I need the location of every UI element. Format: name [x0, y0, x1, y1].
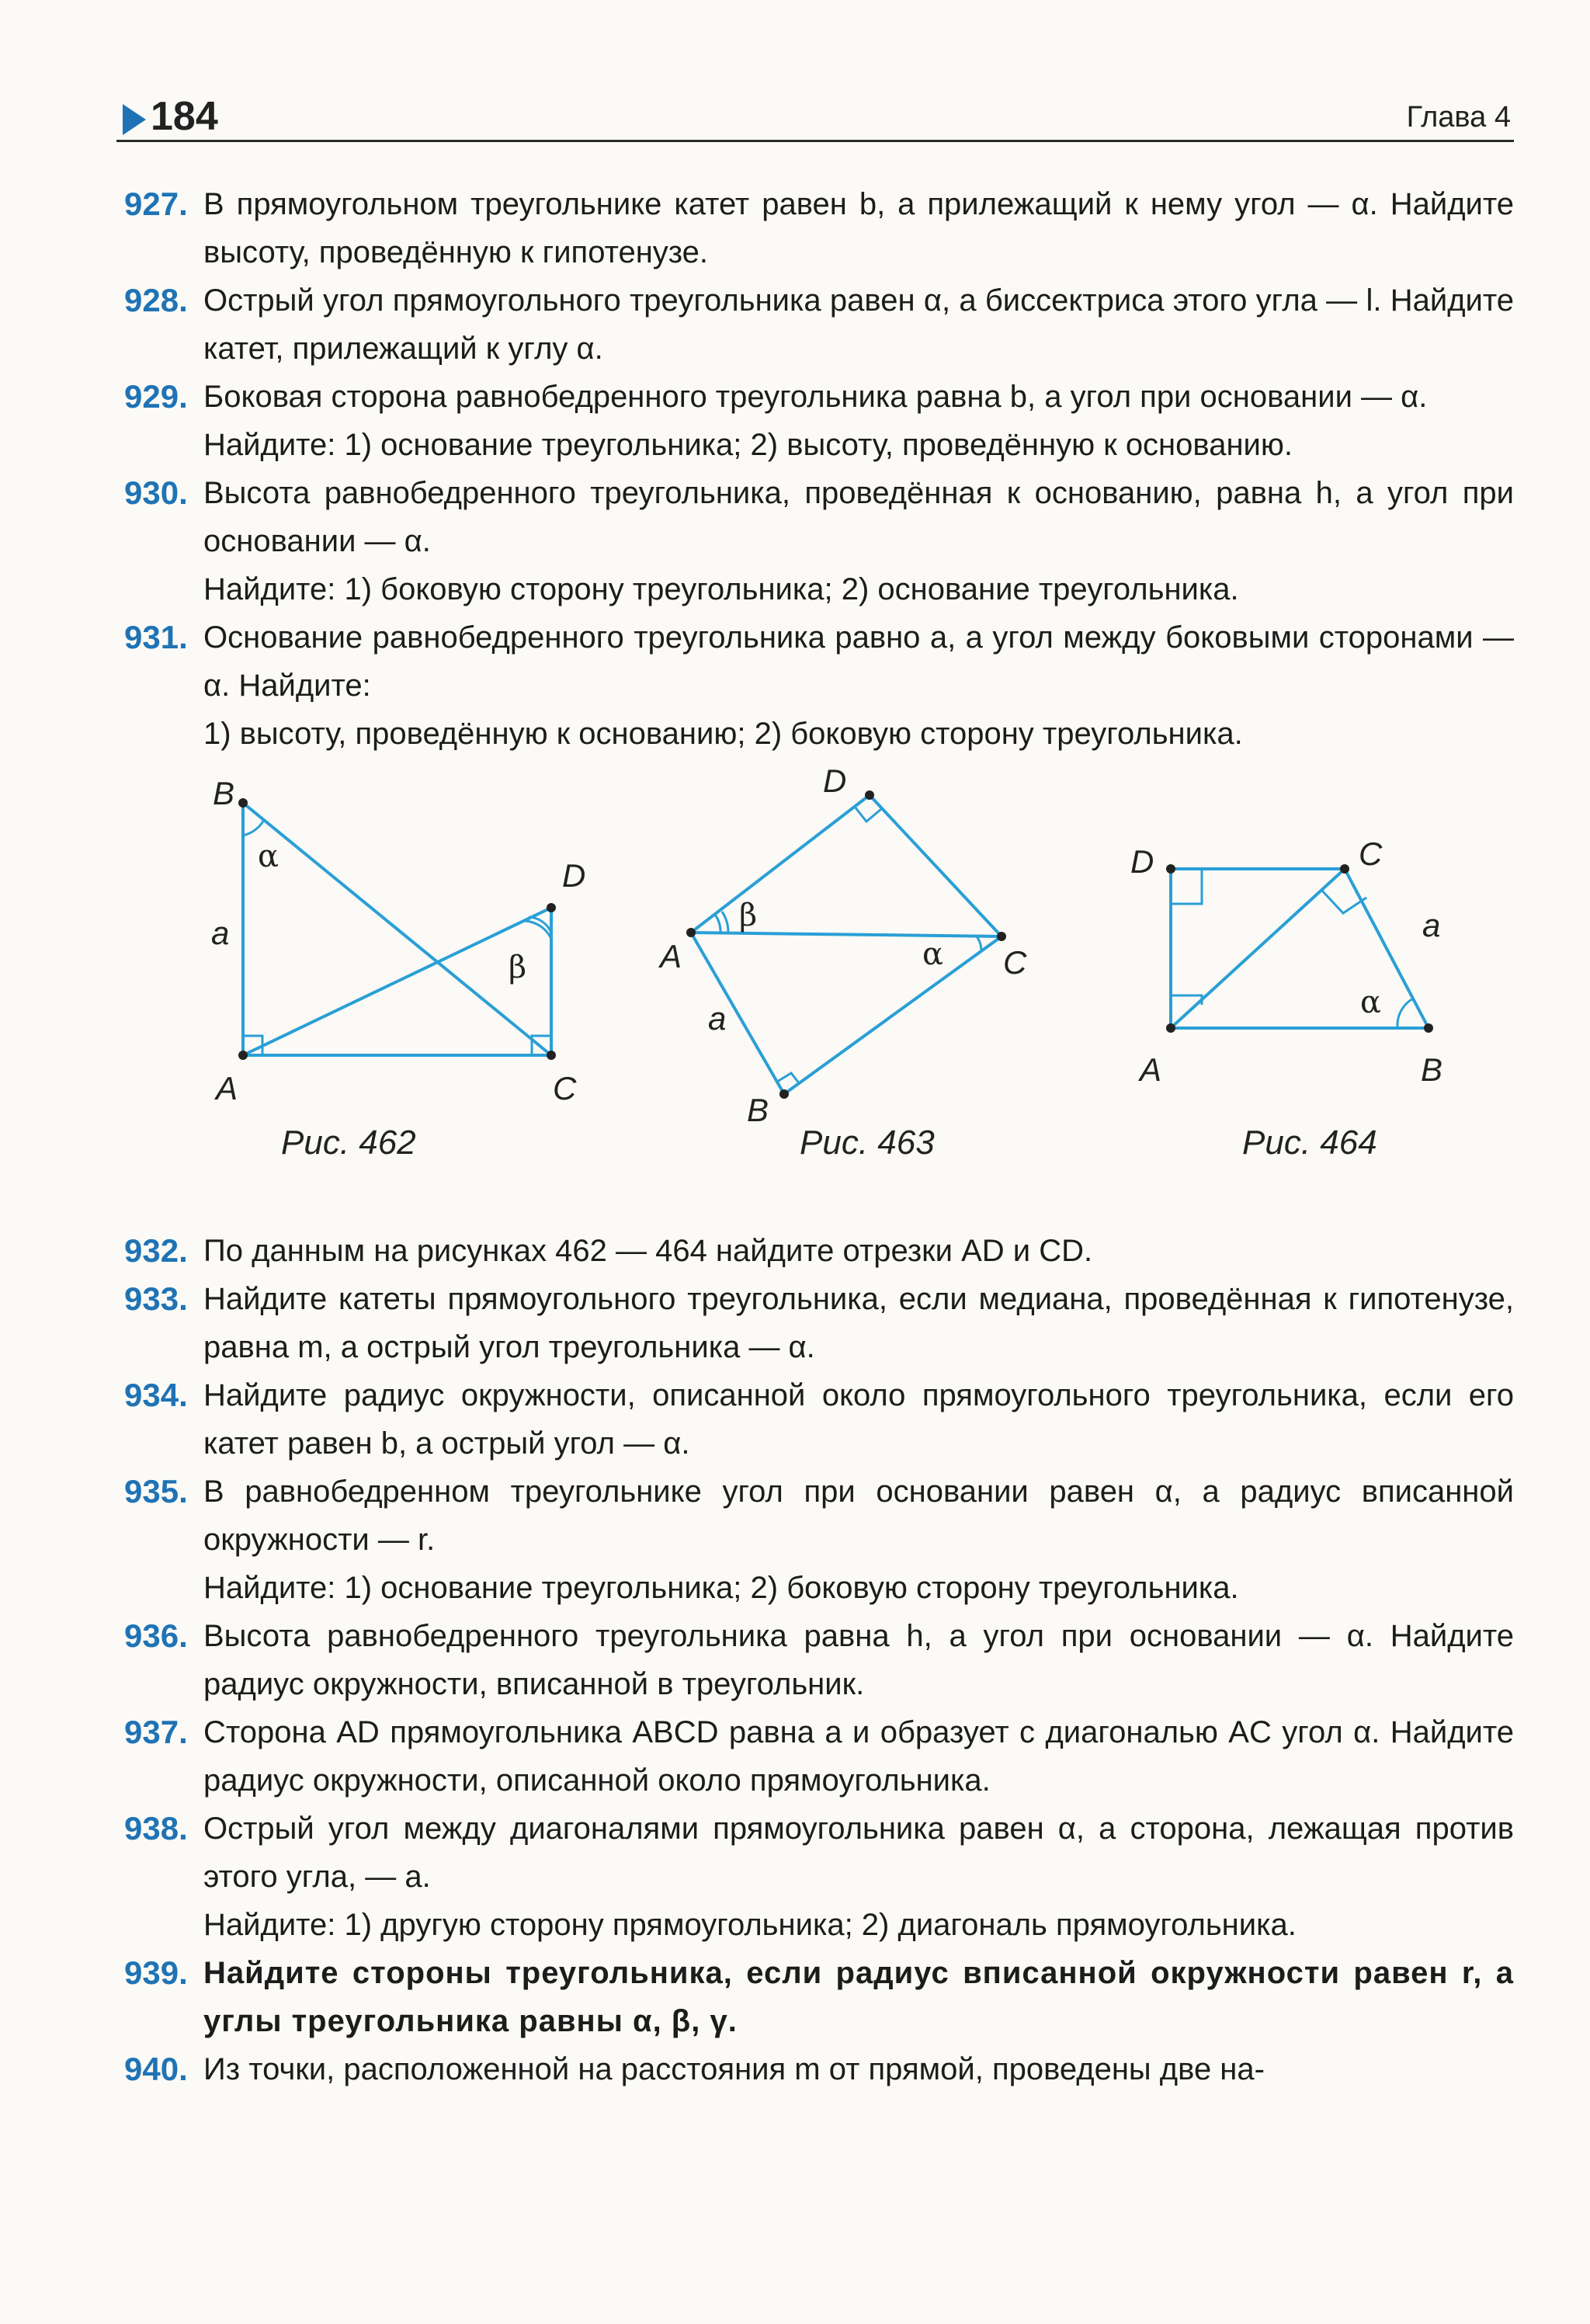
problem-number: 936.	[124, 1617, 188, 1654]
label-a-462: A	[216, 1070, 238, 1106]
problem-933	[116, 1275, 1514, 1371]
problem-task: Найдите: 1) основание треугольника; 2) боковую сторону треугольника.	[203, 1571, 1239, 1605]
point-d-462	[547, 903, 556, 912]
problem-928	[116, 276, 1514, 373]
problem-text: В равнобедренном треугольнике угол при основании равен α, а радиус вписанной окружности — r.	[203, 1475, 1514, 1557]
problem-number: 939.	[124, 1954, 188, 1991]
page-marker-arrow-icon	[123, 104, 146, 135]
header-rule	[116, 140, 1514, 142]
caption-463: Рис. 463	[800, 1124, 935, 1162]
point-b-463	[779, 1089, 789, 1099]
point-a-464	[1166, 1023, 1175, 1033]
label-c-463: C	[1003, 944, 1027, 981]
point-c-464	[1340, 864, 1349, 874]
figure-463-drawing	[691, 795, 1002, 1094]
problem-task: Найдите: 1) другую сторону прямоугольника; 2) диагональ прямоугольника.	[203, 1908, 1297, 1942]
problem-text: Найдите радиус окружности, описанной около прямоугольного треугольника, если его катет равен b, а острый угол — α.	[203, 1378, 1514, 1461]
problem-text: Основание равнобедренного треугольника равно a, а угол между боковыми сторонами — α. Найдите:	[203, 620, 1514, 703]
problem-number: 938.	[124, 1810, 188, 1846]
problem-text: Высота равнобедренного треугольника, проведённая к основанию, равна h, а угол при основании — α.	[203, 476, 1514, 558]
problem-task: Найдите: 1) основание треугольника; 2) высоту, проведённую к основанию.	[203, 428, 1293, 462]
problem-number: 928.	[124, 282, 188, 318]
problem-task: 1) высоту, проведённую к основанию; 2) боковую сторону треугольника.	[203, 717, 1243, 751]
label-b-462: B	[213, 775, 235, 811]
problem-list	[116, 180, 1514, 2093]
problem-930	[116, 469, 1514, 613]
label-a-463: A	[660, 938, 682, 974]
problem-text: Боковая сторона равнобедренного треугольника равна b, а угол при основании — α.	[203, 380, 1428, 414]
problem-927	[116, 180, 1514, 276]
problem-939	[116, 1949, 1514, 2045]
label-c-464: C	[1359, 835, 1383, 872]
point-c-463	[997, 932, 1006, 941]
label-d-464: D	[1130, 843, 1154, 880]
point-d-464	[1166, 864, 1175, 874]
label-b-464: B	[1421, 1051, 1443, 1088]
problem-number: 929.	[124, 378, 188, 415]
label-b-463: B	[747, 1092, 769, 1128]
label-d-463: D	[823, 764, 847, 799]
problem-number: 933.	[124, 1280, 188, 1317]
label-beta-463: β	[739, 898, 758, 933]
figures-svg	[116, 764, 1514, 1222]
point-c-462	[547, 1051, 556, 1060]
label-side-a-463: a	[708, 1000, 727, 1037]
point-d-463	[865, 790, 874, 800]
problem-934	[116, 1371, 1514, 1468]
problem-number: 931.	[124, 619, 188, 655]
label-d-462: D	[562, 857, 586, 894]
problem-929	[116, 373, 1514, 469]
problem-938	[116, 1805, 1514, 1949]
problem-text: В прямоугольном треугольнике катет равен b, а прилежащий к нему угол — α. Найдите высоту, проведённую к гипотенузе.	[203, 187, 1514, 269]
label-alpha-464: α	[1360, 985, 1382, 1020]
problem-937	[116, 1708, 1514, 1805]
problem-text: Сторона AD прямоугольника ABCD равна a и образует с диагональю AC угол α. Найдите радиус окружности, описанной около прямоугольника.	[203, 1715, 1514, 1798]
problem-935	[116, 1468, 1514, 1612]
problem-932	[116, 1227, 1514, 1275]
problem-text: Острый угол прямоугольного треугольника равен α, а биссектриса этого угла — l. Найдите катет, прилежащий к углу α.	[203, 283, 1514, 366]
caption-464: Рис. 464	[1242, 1124, 1377, 1162]
problem-text: Найдите катеты прямоугольного треугольника, если медиана, проведённая к гипотенузе, равна m, а острый угол треугольника — α.	[203, 1282, 1514, 1364]
figure-464-drawing	[1171, 869, 1429, 1028]
point-a-463	[686, 928, 696, 937]
problem-number: 937.	[124, 1714, 188, 1750]
problem-936	[116, 1612, 1514, 1708]
point-b-464	[1424, 1023, 1433, 1033]
figures-462-464	[116, 764, 1514, 1222]
problem-text: Из точки, расположенной на расстояния m от прямой, проведены две на-	[203, 2052, 1265, 2086]
label-beta-462: β	[509, 950, 527, 985]
point-b-462	[238, 798, 248, 808]
problem-text: Высота равнобедренного треугольника равна h, а угол при основании — α. Найдите радиус окружности, вписанной в треугольник.	[203, 1619, 1514, 1701]
problem-number: 935.	[124, 1473, 188, 1509]
chapter-title: Глава 4	[1406, 101, 1511, 134]
problem-text: Острый угол между диагоналями прямоугольника равен α, а сторона, лежащая против этого угла, — a.	[203, 1812, 1514, 1894]
problem-number: 927.	[124, 186, 188, 222]
label-alpha-462: α	[258, 839, 279, 874]
problem-940	[116, 2045, 1514, 2093]
label-side-a-462: a	[211, 915, 230, 951]
label-side-a-464: a	[1422, 907, 1441, 943]
problem-number: 932.	[124, 1232, 188, 1269]
page-number: 184	[151, 94, 218, 139]
page-header	[116, 92, 1514, 146]
point-a-462	[238, 1051, 248, 1060]
label-alpha-463: α	[922, 936, 944, 972]
problem-text: По данным на рисунках 462 — 464 найдите отрезки AD и CD.	[203, 1234, 1093, 1268]
figure-462-drawing	[243, 803, 551, 1055]
problem-text: Найдите стороны треугольника, если радиус вписанной окружности равен r, а углы треугольника равны α, β, γ.	[203, 1956, 1514, 2038]
problem-number: 930.	[124, 474, 188, 511]
problem-number: 934.	[124, 1377, 188, 1413]
label-c-462: C	[553, 1070, 577, 1106]
problem-task: Найдите: 1) боковую сторону треугольника; 2) основание треугольника.	[203, 572, 1239, 606]
caption-462: Рис. 462	[281, 1124, 416, 1162]
problem-931	[116, 613, 1514, 758]
problem-number: 940.	[124, 2051, 188, 2087]
label-a-464: A	[1140, 1051, 1162, 1088]
